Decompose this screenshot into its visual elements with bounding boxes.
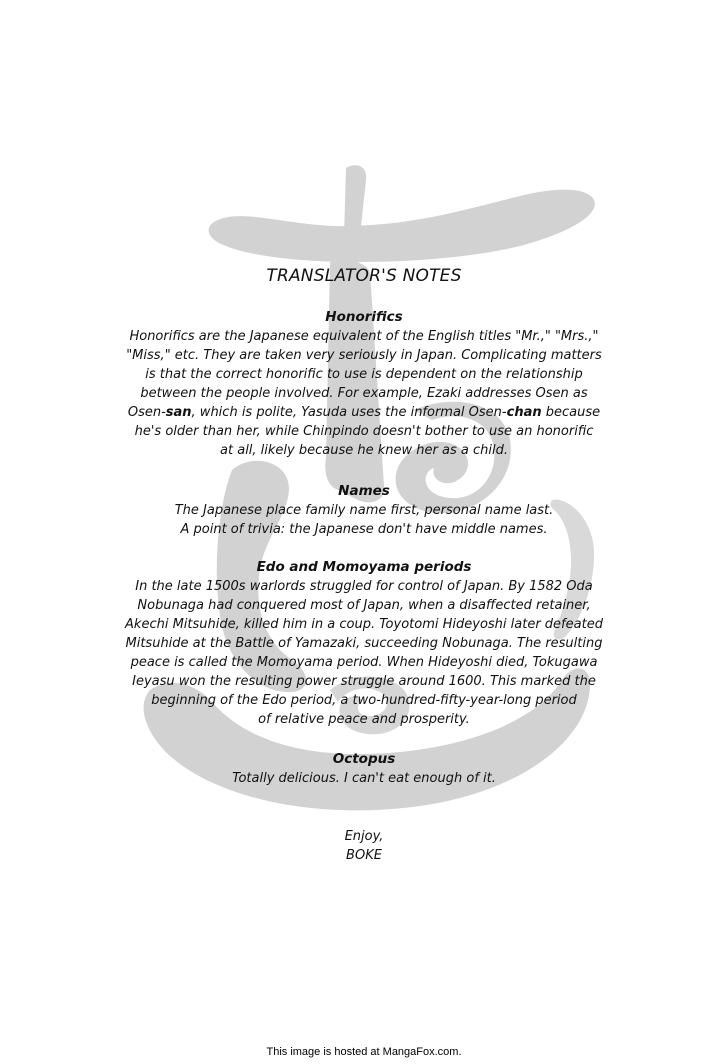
- text-line: Nobunaga had conquered most of Japan, when a disaffected retainer,: [137, 598, 591, 613]
- text-line: Totally delicious. I can't eat enough of it.: [232, 771, 496, 786]
- text-line: beginning of the Edo period, a two-hundred-fifty-year-long period: [151, 693, 577, 708]
- hosting-footer: This image is hosted at MangaFox.com.: [266, 1046, 462, 1058]
- text-line: Honorifics are the Japanese equivalent of the English titles "Mr.," "Mrs.,": [129, 329, 599, 344]
- section-heading-names: Names: [338, 483, 390, 499]
- section-octopus: [80, 750, 648, 788]
- text-line: "Miss," etc. They are taken very seriously in Japan. Complicating matters: [126, 348, 602, 363]
- text-line: Ieyasu won the resulting power struggle around 1600. This marked the: [132, 674, 596, 689]
- page-title: TRANSLATOR'S NOTES: [266, 266, 462, 286]
- text-fragment: Osen-: [127, 405, 166, 420]
- honorific-san: san: [165, 405, 192, 420]
- section-edo-momoyama: [80, 558, 648, 729]
- text-line: he's older than her, while Chinpindo doesn't bother to use an honorific: [134, 424, 594, 439]
- signoff-author: BOKE: [346, 848, 382, 863]
- text-line: peace is called the Momoyama period. When Hideyoshi died, Tokugawa: [130, 655, 598, 670]
- text-line: between the people involved. For example, Ezaki addresses Osen as: [140, 386, 588, 401]
- text-line: A point of trivia: the Japanese don't have middle names.: [180, 522, 548, 537]
- text-line: In the late 1500s warlords struggled for control of Japan. By 1582 Oda: [135, 579, 593, 594]
- text-line: at all, likely because he knew her as a child.: [220, 443, 508, 458]
- text-line: The Japanese place family name first, personal name last.: [174, 503, 554, 518]
- text-line-mixed: [80, 403, 648, 422]
- honorific-chan: chan: [506, 405, 542, 420]
- text-fragment: because: [541, 405, 601, 420]
- section-heading-edo-momoyama: Edo and Momoyama periods: [256, 559, 472, 575]
- section-heading-octopus: Octopus: [332, 751, 396, 767]
- text-line: Akechi Mitsuhide, killed him in a coup. Toyotomi Hideyoshi later defeated: [125, 617, 603, 632]
- text-fragment: , which is polite, Yasuda uses the informal Osen-: [191, 405, 507, 420]
- text-line: of relative peace and prosperity.: [258, 712, 470, 727]
- text-line: is that the correct honorific to use is dependent on the relationship: [145, 367, 583, 382]
- signoff-greeting: Enjoy,: [344, 829, 384, 844]
- signoff: [0, 827, 728, 865]
- section-honorifics: [80, 308, 648, 460]
- text-line: Mitsuhide at the Battle of Yamazaki, succeeding Nobunaga. The resulting: [125, 636, 603, 651]
- section-names: [80, 482, 648, 539]
- section-heading-honorifics: Honorifics: [325, 309, 403, 325]
